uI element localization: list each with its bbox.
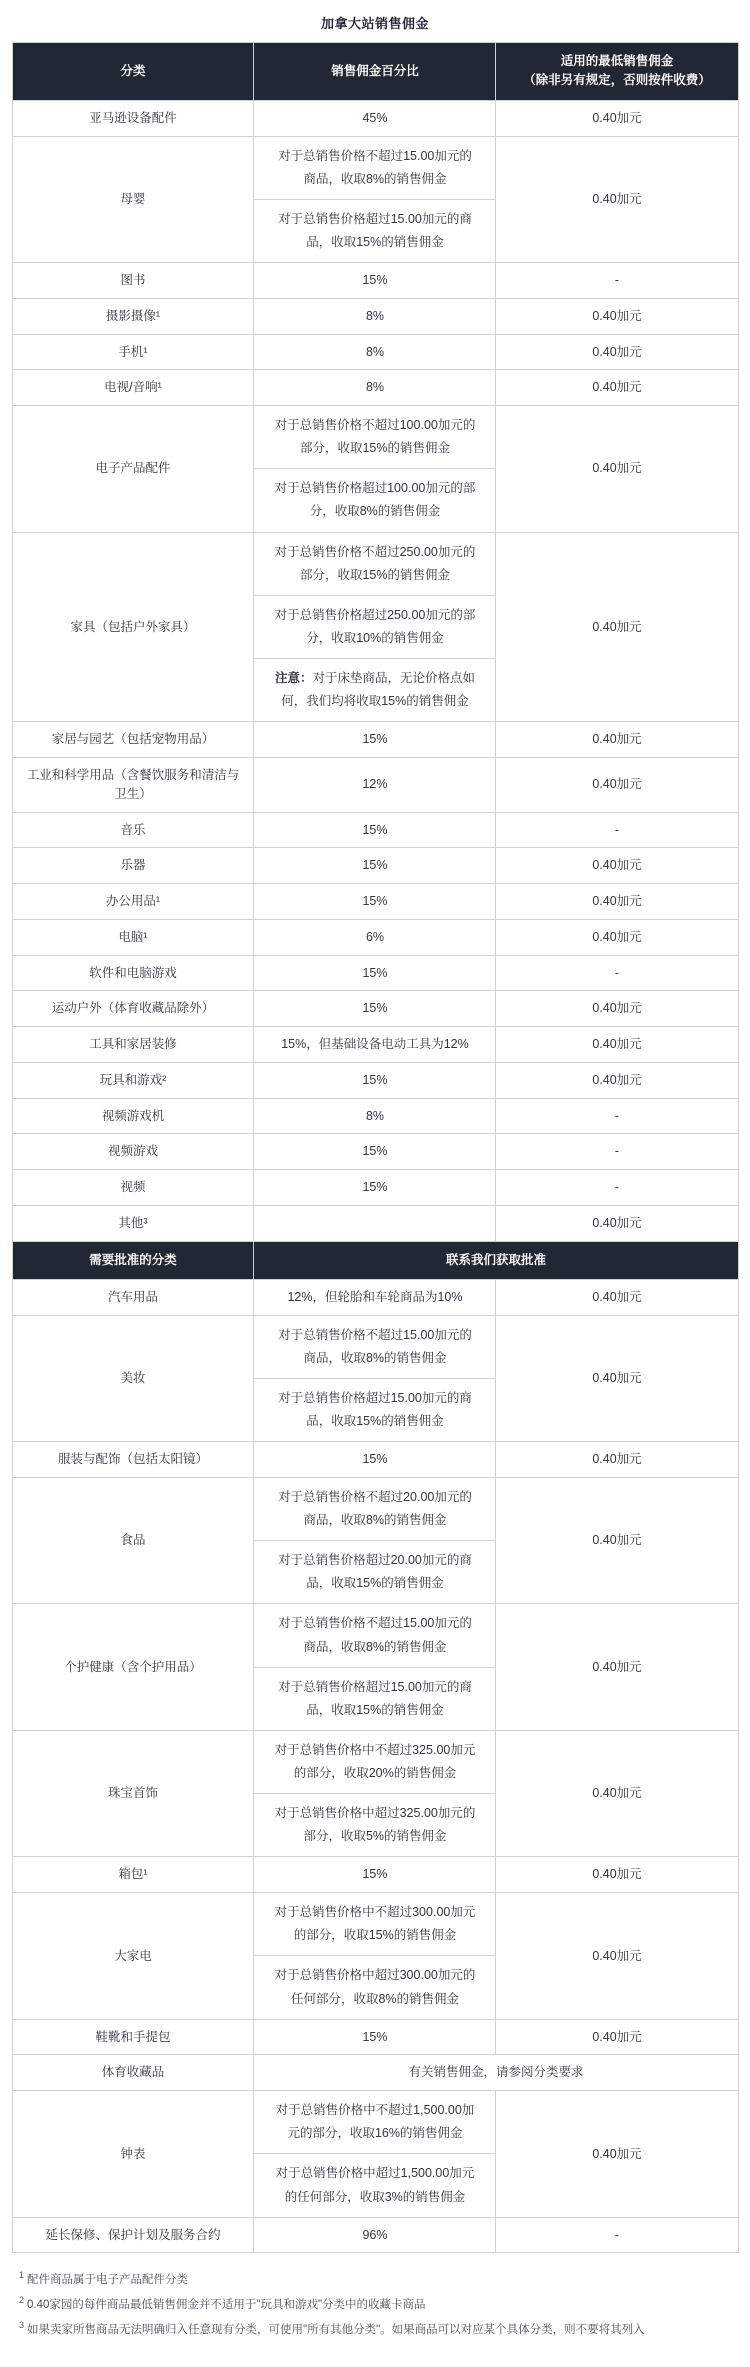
min-fee-cell: 0.40加元 bbox=[496, 136, 738, 263]
rate-cell: 15% bbox=[254, 2019, 496, 2055]
table-row bbox=[12, 919, 738, 955]
min-fee-cell: 0.40加元 bbox=[496, 100, 738, 136]
min-fee-cell: 0.40加元 bbox=[496, 919, 738, 955]
section-header-category: 需要批准的分类 bbox=[12, 1241, 254, 1279]
footnote-marker: 2 bbox=[19, 2295, 25, 2306]
rate-cell: 96% bbox=[254, 2217, 496, 2253]
table-row bbox=[12, 1170, 738, 1206]
rate-tier-cell: 对于总销售价格超过15.00加元的商品，收取15%的销售佣金 bbox=[254, 199, 496, 262]
min-fee-cell: 0.40加元 bbox=[496, 1477, 738, 1604]
category-cell: 软件和电脑游戏 bbox=[12, 955, 254, 991]
min-fee-cell: 0.40加元 bbox=[496, 298, 738, 334]
table-row bbox=[12, 263, 738, 299]
header-rate: 销售佣金百分比 bbox=[254, 43, 496, 101]
header-min-fee bbox=[496, 43, 738, 101]
rate-tier-cell: 对于总销售价格中不超过300.00加元的部分，收取15%的销售佣金 bbox=[254, 1893, 496, 1956]
table-row bbox=[12, 136, 738, 199]
footnote-marker: 3 bbox=[19, 2319, 25, 2330]
rate-cell bbox=[254, 1205, 496, 1241]
min-fee-cell: - bbox=[496, 955, 738, 991]
table-row bbox=[12, 406, 738, 469]
min-fee-cell: 0.40加元 bbox=[496, 370, 738, 406]
footnote-marker: 1 bbox=[19, 2270, 25, 2281]
min-fee-cell: - bbox=[496, 1134, 738, 1170]
section-header-info: 联系我们获取批准 bbox=[254, 1241, 738, 1279]
min-fee-cell: 0.40加元 bbox=[496, 1027, 738, 1063]
category-cell: 母婴 bbox=[12, 136, 254, 263]
rate-cell: 15% bbox=[254, 884, 496, 920]
table-row bbox=[12, 2091, 738, 2154]
header-min-fee-line2: （除非另有规定，否则按件收费） bbox=[523, 73, 711, 88]
table-row bbox=[12, 1098, 738, 1134]
category-cell: 办公用品¹ bbox=[12, 884, 254, 920]
category-cell: 家居与园艺（包括宠物用品） bbox=[12, 722, 254, 758]
table-row bbox=[12, 1279, 738, 1315]
header-category: 分类 bbox=[12, 43, 254, 101]
category-cell: 汽车用品 bbox=[12, 1279, 254, 1315]
rate-tier-cell: 对于总销售价格超过15.00加元的商品，收取15%的销售佣金 bbox=[254, 1667, 496, 1730]
rate-cell: 15% bbox=[254, 722, 496, 758]
rate-tier-cell: 对于总销售价格不超过15.00加元的商品，收取8%的销售佣金 bbox=[254, 1604, 496, 1667]
min-fee-cell: 0.40加元 bbox=[496, 884, 738, 920]
min-fee-cell: 0.40加元 bbox=[496, 1893, 738, 2020]
category-cell: 大家电 bbox=[12, 1893, 254, 2020]
table-row bbox=[12, 1442, 738, 1478]
min-fee-cell: 0.40加元 bbox=[496, 1604, 738, 1731]
rate-cell: 12%，但轮胎和车轮商品为10% bbox=[254, 1279, 496, 1315]
category-cell: 体育收藏品 bbox=[12, 2055, 254, 2091]
table-row bbox=[12, 1205, 738, 1241]
fee-table-body bbox=[12, 100, 738, 2253]
min-fee-cell: 0.40加元 bbox=[496, 1442, 738, 1478]
rate-cell: 8% bbox=[254, 334, 496, 370]
category-cell: 亚马逊设备配件 bbox=[12, 100, 254, 136]
min-fee-cell: - bbox=[496, 1170, 738, 1206]
rate-tier-cell: 对于总销售价格不超过15.00加元的商品，收取8%的销售佣金 bbox=[254, 136, 496, 199]
rate-tier-cell: 对于总销售价格不超过20.00加元的商品，收取8%的销售佣金 bbox=[254, 1477, 496, 1540]
category-cell: 摄影摄像¹ bbox=[12, 298, 254, 334]
rate-tier-cell: 对于总销售价格不超过100.00加元的部分，收取15%的销售佣金 bbox=[254, 406, 496, 469]
min-fee-cell: - bbox=[496, 1098, 738, 1134]
rate-cell: 8% bbox=[254, 1098, 496, 1134]
table-row bbox=[12, 722, 738, 758]
rate-tier-cell: 对于总销售价格中不超过325.00加元的部分，收取20%的销售佣金 bbox=[254, 1730, 496, 1793]
table-row bbox=[12, 2019, 738, 2055]
min-fee-cell: 0.40加元 bbox=[496, 406, 738, 533]
min-fee-cell: 0.40加元 bbox=[496, 1315, 738, 1442]
table-row bbox=[12, 2217, 738, 2253]
rate-tier-cell: 对于总销售价格中超过325.00加元的部分，收取5%的销售佣金 bbox=[254, 1794, 496, 1857]
rate-cell: 15% bbox=[254, 1857, 496, 1893]
category-cell: 运动户外（体育收藏品除外） bbox=[12, 991, 254, 1027]
section-header-row bbox=[12, 1241, 738, 1279]
table-row bbox=[12, 812, 738, 848]
rate-tier-cell: 对于总销售价格中超过1,500.00加元的任何部分，收取3%的销售佣金 bbox=[254, 2154, 496, 2217]
category-cell: 视频游戏机 bbox=[12, 1098, 254, 1134]
rate-cell: 8% bbox=[254, 298, 496, 334]
min-fee-cell: 0.40加元 bbox=[496, 1857, 738, 1893]
main-header-row bbox=[12, 43, 738, 101]
rate-tier-cell: 对于总销售价格中超过300.00加元的任何部分，收取8%的销售佣金 bbox=[254, 1956, 496, 2019]
category-cell: 手机¹ bbox=[12, 334, 254, 370]
rate-cell: 15% bbox=[254, 1062, 496, 1098]
category-cell: 工具和家居装修 bbox=[12, 1027, 254, 1063]
rate-tier-cell: 对于总销售价格不超过250.00加元的部分，收取15%的销售佣金 bbox=[254, 532, 496, 595]
min-fee-cell: 0.40加元 bbox=[496, 1205, 738, 1241]
category-cell: 工业和科学用品（含餐饮服务和清洁与卫生） bbox=[12, 758, 254, 813]
table-row bbox=[12, 955, 738, 991]
category-cell: 其他³ bbox=[12, 1205, 254, 1241]
rate-cell: 12% bbox=[254, 758, 496, 813]
min-fee-cell: 0.40加元 bbox=[496, 848, 738, 884]
rate-cell: 15% bbox=[254, 848, 496, 884]
rate-cell: 15% bbox=[254, 1442, 496, 1478]
table-row bbox=[12, 1893, 738, 1956]
table-row bbox=[12, 1730, 738, 1793]
table-row bbox=[12, 2055, 738, 2091]
min-fee-cell: 0.40加元 bbox=[496, 758, 738, 813]
table-row bbox=[12, 100, 738, 136]
rate-cell: 15% bbox=[254, 991, 496, 1027]
rate-tier-cell: 注意：对于床垫商品，无论价格点如何，我们均将收取15%的销售佣金 bbox=[254, 659, 496, 722]
rate-tier-cell: 对于总销售价格超过100.00加元的部分，收取8%的销售佣金 bbox=[254, 469, 496, 532]
min-fee-cell: 0.40加元 bbox=[496, 1279, 738, 1315]
table-row bbox=[12, 1062, 738, 1098]
category-cell: 钟表 bbox=[12, 2091, 254, 2218]
table-row bbox=[12, 1315, 738, 1378]
rate-cell: 6% bbox=[254, 919, 496, 955]
category-cell: 电子产品配件 bbox=[12, 406, 254, 533]
rate-cell: 8% bbox=[254, 370, 496, 406]
min-fee-cell: 0.40加元 bbox=[496, 722, 738, 758]
rate-cell: 15% bbox=[254, 955, 496, 991]
rate-cell: 45% bbox=[254, 100, 496, 136]
table-row bbox=[12, 532, 738, 595]
rate-cell: 15%，但基础设备电动工具为12% bbox=[254, 1027, 496, 1063]
category-cell: 电脑¹ bbox=[12, 919, 254, 955]
table-row bbox=[12, 848, 738, 884]
table-row bbox=[12, 991, 738, 1027]
rate-cell: 15% bbox=[254, 1170, 496, 1206]
category-cell: 视频游戏 bbox=[12, 1134, 254, 1170]
table-row bbox=[12, 884, 738, 920]
category-cell: 鞋靴和手提包 bbox=[12, 2019, 254, 2055]
rate-cell: 15% bbox=[254, 812, 496, 848]
min-fee-cell: 0.40加元 bbox=[496, 2091, 738, 2218]
min-fee-cell: 0.40加元 bbox=[496, 1730, 738, 1857]
category-cell: 音乐 bbox=[12, 812, 254, 848]
min-fee-cell: 0.40加元 bbox=[496, 1062, 738, 1098]
table-row bbox=[12, 1604, 738, 1667]
category-cell: 个护健康（含个护用品） bbox=[12, 1604, 254, 1731]
category-cell: 电视/音响¹ bbox=[12, 370, 254, 406]
rate-tier-cell: 对于总销售价格超过20.00加元的商品，收取15%的销售佣金 bbox=[254, 1541, 496, 1604]
rate-tier-cell: 对于总销售价格不超过15.00加元的商品，收取8%的销售佣金 bbox=[254, 1315, 496, 1378]
table-row bbox=[12, 298, 738, 334]
min-fee-cell: - bbox=[496, 2217, 738, 2253]
rate-tier-cell: 对于总销售价格超过15.00加元的商品，收取15%的销售佣金 bbox=[254, 1378, 496, 1441]
category-cell: 玩具和游戏² bbox=[12, 1062, 254, 1098]
footnotes bbox=[19, 2267, 731, 2367]
table-row bbox=[12, 370, 738, 406]
merged-info-cell: 有关销售佣金，请参阅分类要求 bbox=[254, 2055, 738, 2091]
table-row bbox=[12, 1857, 738, 1893]
table-row bbox=[12, 334, 738, 370]
category-cell: 服装与配饰（包括太阳镜） bbox=[12, 1442, 254, 1478]
category-cell: 美妆 bbox=[12, 1315, 254, 1442]
header-min-fee-line1: 适用的最低销售佣金 bbox=[560, 54, 674, 68]
footnote: $^3$ 如果卖家所售商品无法明确归入任意现有分类，可使用"所有其他分类"。如果商品可以对应某个具体分类，则不要将其列入 bbox=[19, 2319, 645, 2336]
rate-tier-cell: 对于总销售价格中不超过1,500.00加元的部分，收取16%的销售佣金 bbox=[254, 2091, 496, 2154]
table-row bbox=[12, 758, 738, 813]
min-fee-cell: 0.40加元 bbox=[496, 991, 738, 1027]
rate-cell: 15% bbox=[254, 1134, 496, 1170]
rate-cell: 15% bbox=[254, 263, 496, 299]
category-cell: 食品 bbox=[12, 1477, 254, 1604]
category-cell: 珠宝首饰 bbox=[12, 1730, 254, 1857]
category-cell: 延长保修、保护计划及服务合约 bbox=[12, 2217, 254, 2253]
min-fee-cell: 0.40加元 bbox=[496, 334, 738, 370]
page-title: 加拿大站销售佣金 bbox=[320, 16, 429, 31]
footnote: $^1$ 配件商品属于电子产品配件分类 bbox=[19, 2270, 189, 2287]
category-cell: 家具（包括户外家具） bbox=[12, 532, 254, 722]
min-fee-cell: 0.40加元 bbox=[496, 2019, 738, 2055]
category-cell: 图书 bbox=[12, 263, 254, 299]
table-row bbox=[12, 1477, 738, 1540]
footnote: $^2$ 0.40家园的每件商品最低销售佣金并不适用于"玩具和游戏"分类中的收藏卡商品 bbox=[19, 2295, 426, 2311]
category-cell: 乐器 bbox=[12, 848, 254, 884]
min-fee-cell: - bbox=[496, 263, 738, 299]
category-cell: 箱包¹ bbox=[12, 1857, 254, 1893]
table-row bbox=[12, 1027, 738, 1063]
rate-tier-cell: 对于总销售价格超过250.00加元的部分，收取10%的销售佣金 bbox=[254, 595, 496, 658]
min-fee-cell: 0.40加元 bbox=[496, 532, 738, 722]
table-row bbox=[12, 1134, 738, 1170]
category-cell: 视频 bbox=[12, 1170, 254, 1206]
commission-fee-table bbox=[12, 42, 739, 2253]
min-fee-cell: - bbox=[496, 812, 738, 848]
